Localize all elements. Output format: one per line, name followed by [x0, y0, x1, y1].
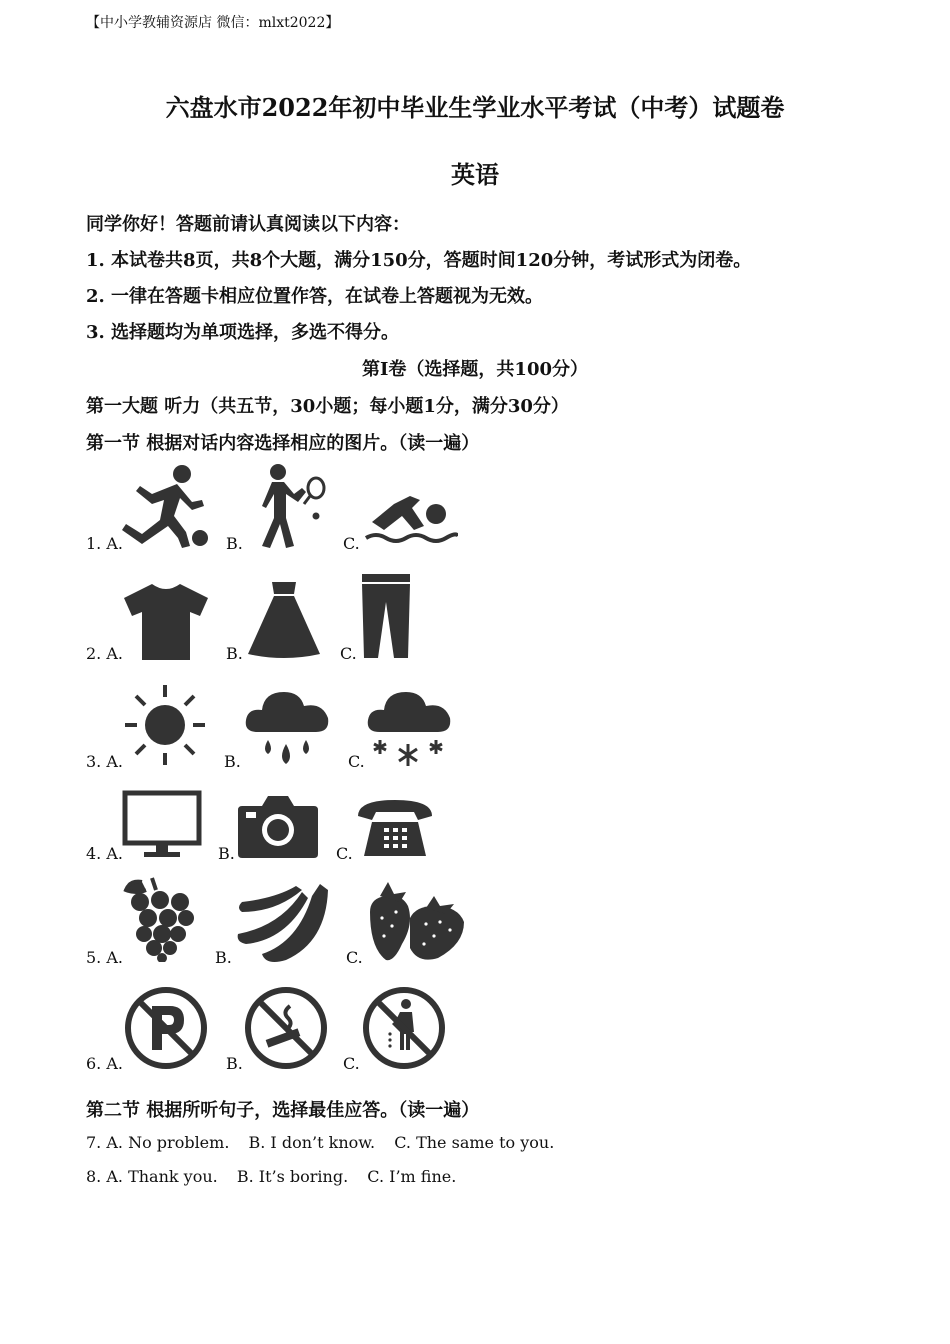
soccer-player-icon: [122, 464, 212, 550]
instruction-1: 1. 本试卷共8页，共8个大题，满分150分，答题时间120分钟，考试形式为闭卷。: [86, 250, 752, 271]
q6-b-label: B.: [226, 1054, 243, 1073]
q8-option-c: C. I’m fine.: [367, 1167, 457, 1186]
q7-row: [86, 1133, 568, 1152]
q2-c-label: C.: [340, 644, 357, 663]
telephone-icon: [356, 798, 434, 858]
q4-label: 4. A.: [86, 844, 123, 863]
trousers-icon: [360, 572, 412, 660]
instructions-greeting: 同学你好！答题前请认真阅读以下内容：: [86, 214, 410, 235]
instruction-2: 2. 一律在答题卡相应位置作答，在试卷上答题视为无效。: [86, 286, 544, 307]
skirt-icon: [244, 580, 324, 660]
q1-label: 1. A.: [86, 534, 123, 553]
q8-row: [86, 1167, 470, 1186]
rain-cloud-icon: [244, 686, 330, 766]
q5-b-label: B.: [215, 948, 232, 967]
q4-c-label: C.: [336, 844, 353, 863]
q3-b-label: B.: [224, 752, 241, 771]
sun-icon: [124, 684, 206, 766]
instruction-3: 3. 选择题均为单项选择，多选不得分。: [86, 322, 400, 343]
q2-b-label: B.: [226, 644, 243, 663]
q7-option-a: 7. A. No problem.: [86, 1133, 230, 1152]
q1-b-label: B.: [226, 534, 243, 553]
no-parking-icon: [124, 986, 208, 1070]
q6-label: 6. A.: [86, 1054, 123, 1073]
section-one-heading: 第一节 根据对话内容选择相应的图片。（读一遍）: [86, 433, 480, 454]
no-littering-icon: [362, 986, 446, 1070]
t-shirt-icon: [122, 582, 210, 660]
section-two-heading: 第二节 根据所听句子，选择最佳应答。（读一遍）: [86, 1100, 480, 1121]
q4-b-label: B.: [218, 844, 235, 863]
snow-cloud-icon: [366, 686, 452, 768]
bananas-icon: [236, 882, 330, 964]
grapes-icon: [122, 876, 200, 962]
subject-title: 英语: [451, 160, 499, 189]
q8-option-a: 8. A. Thank you.: [86, 1167, 218, 1186]
volume-title: 第Ⅰ卷（选择题，共100分）: [362, 359, 588, 380]
part-one-heading: 第一大题 听力（共五节，30小题；每小题1分，满分30分）: [86, 396, 569, 417]
swimmer-icon: [364, 486, 458, 548]
q8-option-b: B. It’s boring.: [236, 1167, 349, 1186]
q3-c-label: C.: [348, 752, 365, 771]
strawberries-icon: [366, 878, 466, 964]
tennis-player-icon: [246, 462, 326, 550]
q5-label: 5. A.: [86, 948, 123, 967]
no-smoking-icon: [244, 986, 328, 1070]
camera-icon: [238, 792, 318, 858]
q5-c-label: C.: [346, 948, 363, 967]
monitor-icon: [122, 790, 202, 858]
q2-label: 2. A.: [86, 644, 123, 663]
q1-c-label: C.: [343, 534, 360, 553]
q7-option-b: B. I don’t know.: [248, 1133, 376, 1152]
q3-label: 3. A.: [86, 752, 123, 771]
exam-title: 六盘水市2022年初中毕业生学业水平考试（中考）试题卷: [165, 93, 785, 122]
q7-option-c: C. The same to you.: [394, 1133, 555, 1152]
header-note: 【中小学教辅资源店 微信：mlxt2022】: [86, 15, 340, 31]
q6-c-label: C.: [343, 1054, 360, 1073]
